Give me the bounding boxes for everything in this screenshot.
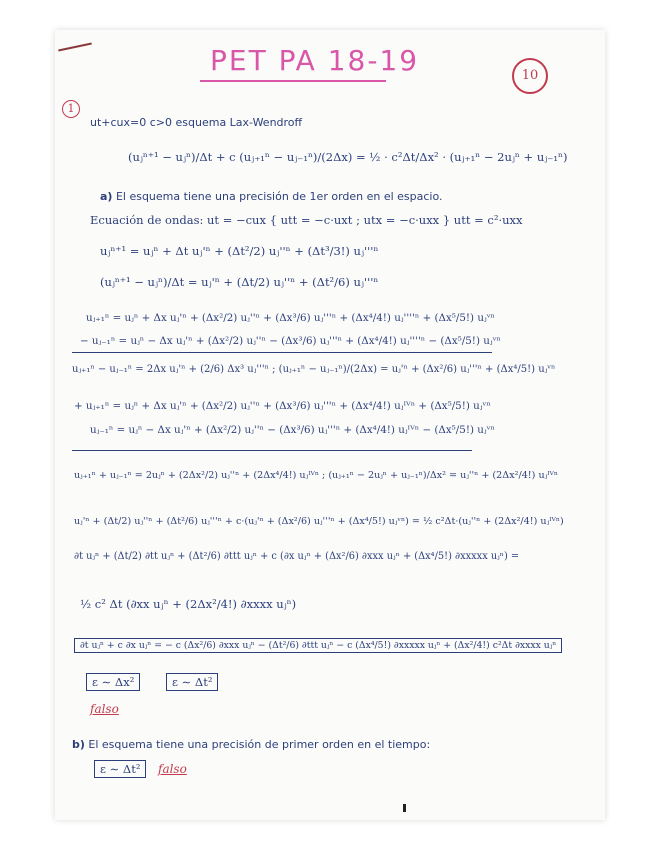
part-a-label: a) (100, 190, 113, 203)
part-a-heading (100, 190, 443, 203)
part-a-verdict: falso (90, 702, 119, 716)
part-a-statement: El esquema tiene una precisión de 1er orden en el espacio. (115, 190, 443, 203)
part-b-error-order: ε ∼ Δt² (94, 760, 146, 778)
derivation-line: uⱼ₋₁ⁿ = uⱼⁿ − Δx uⱼ'ⁿ + (Δx²/2) uⱼ''ⁿ − (Δx³/6) uⱼ'''ⁿ + (Δx⁴/4!) uⱼᴵⱽⁿ − (Δx⁵/5!) uⱼᵛⁿ (90, 424, 495, 436)
sum-rule (72, 352, 492, 353)
derivation-line: ∂t uⱼⁿ + (Δt/2) ∂tt uⱼⁿ + (Δt²/6) ∂ttt uⱼⁿ + c (∂x uⱼⁿ + (Δx²/6) ∂xxx uⱼⁿ + (Δx⁴/5!) ∂xxxxx uⱼⁿ) = (74, 551, 520, 562)
sum-rule (72, 450, 472, 451)
derivation-line: − uⱼ₋₁ⁿ = uⱼⁿ − Δx uⱼ'ⁿ + (Δx²/2) uⱼ''ⁿ − (Δx³/6) uⱼ'''ⁿ + (Δx⁴/4!) uⱼ''''ⁿ − (Δx⁵/5!) uⱼᵛⁿ (80, 335, 501, 347)
derivation-line: uⱼ₊₁ⁿ − uⱼ₋₁ⁿ = 2Δx uⱼ'ⁿ + (2/6) Δx³ uⱼ'''ⁿ ; (uⱼ₊₁ⁿ − uⱼ₋₁ⁿ)/(2Δx) = uⱼ'ⁿ + (Δx²/6) uⱼ'''ⁿ + (Δx⁴/5!) uⱼᵛⁿ (72, 364, 556, 375)
lax-wendroff-scheme: (uⱼⁿ⁺¹ − uⱼⁿ)/Δt + c (uⱼ₊₁ⁿ − uⱼ₋₁ⁿ)/(2Δx) = ½ · c²Δt/Δx² · (uⱼ₊₁ⁿ − 2uⱼⁿ + uⱼ₋₁ⁿ) (128, 150, 568, 164)
time-error-order: ε ∼ Δt² (166, 673, 218, 691)
part-b-statement: El esquema tiene una precisión de primer orden en el tiempo: (88, 738, 431, 751)
space-error-order: ε ∼ Δx² (86, 673, 140, 691)
derivation-line: (uⱼⁿ⁺¹ − uⱼⁿ)/Δt = uⱼ'ⁿ + (Δt/2) uⱼ''ⁿ + (Δt²/6) uⱼ'''ⁿ (100, 275, 379, 289)
derivation-line: + uⱼ₊₁ⁿ = uⱼⁿ + Δx uⱼ'ⁿ + (Δx²/2) uⱼ''ⁿ + (Δx³/6) uⱼ'''ⁿ + (Δx⁴/4!) uⱼᴵⱽⁿ + (Δx⁵/5!) uⱼᵛⁿ (74, 400, 491, 412)
part-b-heading (72, 738, 430, 751)
title-underline (200, 80, 386, 82)
question-statement: ut+cux=0 c>0 esquema Lax-Wendroff (90, 116, 303, 129)
derivation-line: uⱼ₊₁ⁿ + uⱼ₋₁ⁿ = 2uⱼⁿ + (2Δx²/2) uⱼ''ⁿ + (2Δx⁴/4!) uⱼᴵⱽⁿ ; (uⱼ₊₁ⁿ − 2uⱼⁿ + uⱼ₋₁ⁿ)/Δx² = uⱼ''ⁿ + (2Δx²/4!) uⱼᴵⱽⁿ (74, 470, 559, 481)
derivation-line: uⱼⁿ⁺¹ = uⱼⁿ + Δt uⱼ'ⁿ + (Δt²/2) uⱼ''ⁿ + (Δt³/3!) uⱼ'''ⁿ (100, 244, 379, 258)
derivation-line: ½ c² Δt (∂xx uⱼⁿ + (2Δx²/4!) ∂xxxx uⱼⁿ) (80, 597, 297, 611)
part-b-label: b) (72, 738, 85, 751)
derivation-line: uⱼ₊₁ⁿ = uⱼⁿ + Δx uⱼ'ⁿ + (Δx²/2) uⱼ''ⁿ + (Δx³/6) uⱼ'''ⁿ + (Δx⁴/4!) uⱼ''''ⁿ + (Δx⁵/5!) uⱼᵛⁿ (86, 312, 495, 324)
question-number: 1 (62, 100, 80, 118)
truncation-error-result: ∂t uⱼⁿ + c ∂x uⱼⁿ = − c (Δx²/6) ∂xxx uⱼⁿ − (Δt²/6) ∂ttt uⱼⁿ − c (Δx⁴/5!) ∂xxxxx uⱼⁿ + (Δx²/4!) c²Δt ∂xxxx uⱼⁿ (74, 638, 562, 653)
part-b-verdict: falso (158, 762, 187, 776)
derivation-line: uⱼ'ⁿ + (Δt/2) uⱼ''ⁿ + (Δt²/6) uⱼ'''ⁿ + c·(uⱼ'ⁿ + (Δx²/6) uⱼ'''ⁿ + (Δx⁴/5!) uⱼᵛⁿ) = ½ c²Δt·(uⱼ''ⁿ + (2Δx²/4!) uⱼᴵⱽⁿ) (74, 516, 564, 527)
pen-mark (403, 804, 406, 812)
page-title: PET PA 18-19 (210, 44, 420, 77)
derivation-line: Ecuación de ondas: ut = −cux { utt = −c·uxt ; utx = −c·uxx } utt = c²·uxx (90, 213, 523, 227)
page-number-badge: 10 (512, 58, 548, 94)
